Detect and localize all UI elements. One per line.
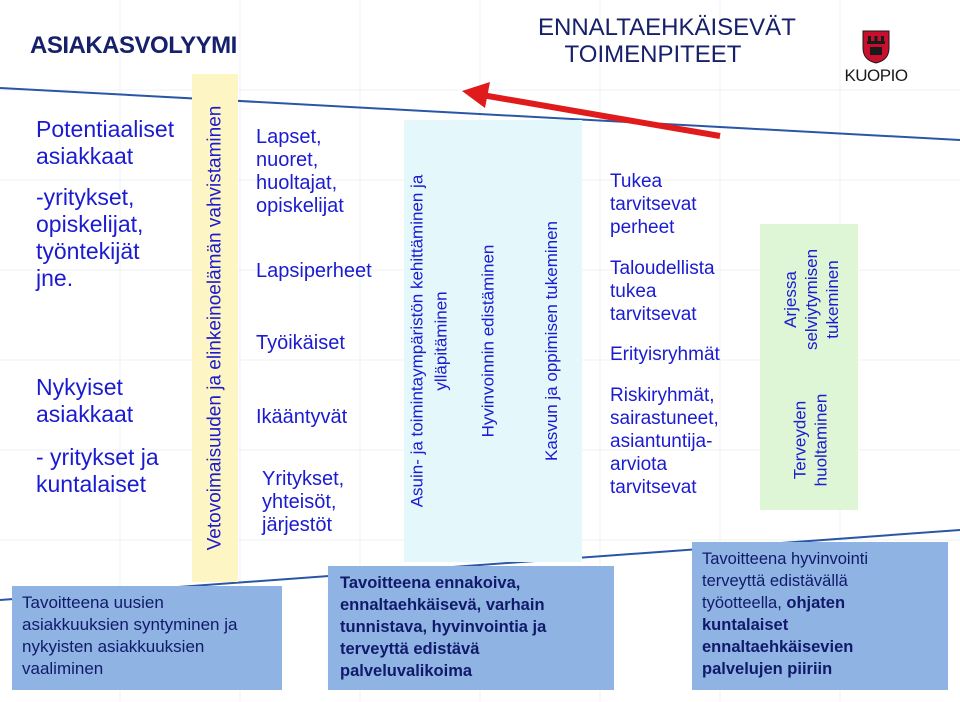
goal-left-line: nykyisten asiakkuuksien	[22, 637, 205, 656]
group-children-line: huoltajat,	[256, 172, 338, 194]
goal-left-line: vaaliminen	[22, 659, 104, 678]
growth-label-wrap	[530, 120, 574, 562]
environment-label	[405, 175, 453, 508]
support-risk	[610, 384, 719, 499]
coat-of-arms-icon	[862, 30, 890, 64]
goal-right-bold-line: kuntalaiset	[702, 616, 789, 634]
potential-title-line2: asiakkaat	[36, 143, 134, 169]
support-line: Taloudellista	[610, 258, 715, 279]
goal-middle-line: palveluvalikoima	[340, 662, 473, 680]
ennaltaehkaisevat-title-line2: TOIMENPITEET	[564, 41, 742, 68]
wellbeing-label-wrap	[466, 120, 510, 562]
environment-label-line1: Asuin- ja toimintaympäristön kehittäminen ja	[407, 174, 427, 508]
support-special: Erityisryhmät	[610, 344, 720, 365]
support-line: tarvitsevat	[610, 477, 697, 498]
current-title-line2: asiakkaat	[36, 401, 134, 427]
goal-right-line-mixed	[702, 592, 938, 614]
current-title-line1: Nykyiset	[36, 374, 123, 400]
group-organizations-line: järjestöt	[262, 514, 333, 536]
goal-middle-line: tunnistava, hyvinvointia ja	[340, 618, 547, 636]
daily-line2: selviytymisen	[802, 248, 822, 350]
support-line: tarvitsevat	[610, 304, 697, 325]
group-working-age: Työikäiset	[256, 332, 345, 354]
group-children-line: Lapset,	[256, 126, 322, 148]
goal-right-line: terveyttä edistävällä	[702, 572, 848, 590]
ennaltaehkaisevat-title	[538, 14, 796, 68]
ennaltaehkaisevat-title-line1: ENNALTAEHKÄISEVÄT	[538, 14, 796, 41]
goal-right-bold-line: palvelujen piiriin	[702, 660, 833, 678]
kuopio-logo	[840, 30, 912, 100]
environment-label-wrap	[402, 120, 456, 562]
asiakasvolyymi-title: ASIAKASVOLYYMI	[30, 32, 237, 59]
goal-left-box	[12, 586, 282, 690]
health-line1: Terveyden	[790, 400, 809, 480]
growth-label: Kasvun ja oppimisen tukeminen	[542, 220, 561, 462]
goal-right-bold-part: ohjaten	[786, 594, 846, 612]
goal-left-line: Tavoitteena uusien	[22, 593, 164, 612]
current-customers	[36, 374, 159, 498]
support-line: asiantuntija-	[610, 431, 713, 452]
goal-left-line: asiakkuuksien syntyminen ja	[22, 615, 238, 634]
goal-middle-line: Tavoitteena ennakoiva,	[340, 574, 521, 592]
daily-line3: tukeminen	[823, 259, 843, 339]
goal-right-line: Tavoitteena hyvinvointi	[702, 550, 869, 568]
support-line: Tukea	[610, 171, 663, 192]
support-line: tarvitsevat	[610, 194, 697, 215]
attractiveness-label: Vetovoimaisuuden ja elinkeinoelämän vahvistaminen	[204, 105, 226, 551]
group-organizations	[262, 468, 344, 537]
potential-title-line1: Potentiaaliset	[36, 116, 175, 142]
health-line2: huoltaminen	[811, 393, 830, 487]
daily-support-label	[781, 248, 844, 349]
group-children	[256, 126, 344, 218]
support-line: tukea	[610, 281, 657, 302]
support-line: perheet	[610, 217, 675, 238]
red-arrow-head	[462, 82, 490, 108]
goal-right-box	[692, 542, 948, 690]
goal-right-normal-part: työotteella,	[702, 594, 787, 612]
group-children-line: opiskelijat	[256, 195, 344, 217]
potential-item: -yritykset,	[36, 184, 135, 210]
daily-support-label-wrap	[772, 224, 852, 374]
group-families: Lapsiperheet	[256, 260, 372, 282]
potential-item: työntekijät	[36, 238, 140, 264]
support-financial	[610, 257, 715, 326]
logo-text: KUOPIO	[844, 66, 908, 85]
potential-item: jne.	[36, 265, 74, 291]
health-label-wrap	[782, 374, 838, 506]
current-item: - yritykset ja	[36, 444, 159, 470]
goal-middle-line: terveyttä edistävä	[340, 640, 480, 658]
daily-line1: Arjessa	[781, 270, 801, 328]
support-line: arviota	[610, 454, 668, 475]
attractiveness-box	[192, 74, 238, 582]
support-line: Riskiryhmät,	[610, 385, 715, 406]
current-item: kuntalaiset	[36, 471, 146, 497]
environment-label-line2: ylläpitäminen	[431, 291, 451, 391]
goal-middle-line: ennaltaehkäisevä, varhain	[340, 596, 545, 614]
potential-customers	[36, 116, 174, 292]
potential-item: opiskelijat,	[36, 211, 144, 237]
target-groups	[256, 126, 344, 218]
support-needing-families	[610, 170, 697, 239]
goal-right-bold-line: ennaltaehkäisevien	[702, 638, 854, 656]
goal-middle-box	[328, 566, 614, 690]
group-organizations-line: yhteisöt,	[262, 491, 337, 513]
support-line: sairastuneet,	[610, 408, 719, 429]
group-organizations-line: Yritykset,	[262, 468, 345, 490]
health-label	[789, 394, 831, 487]
group-children-line: nuoret,	[256, 149, 319, 171]
group-elderly: Ikääntyvät	[256, 406, 348, 428]
wellbeing-label: Hyvinvoinnin edistäminen	[478, 244, 497, 438]
